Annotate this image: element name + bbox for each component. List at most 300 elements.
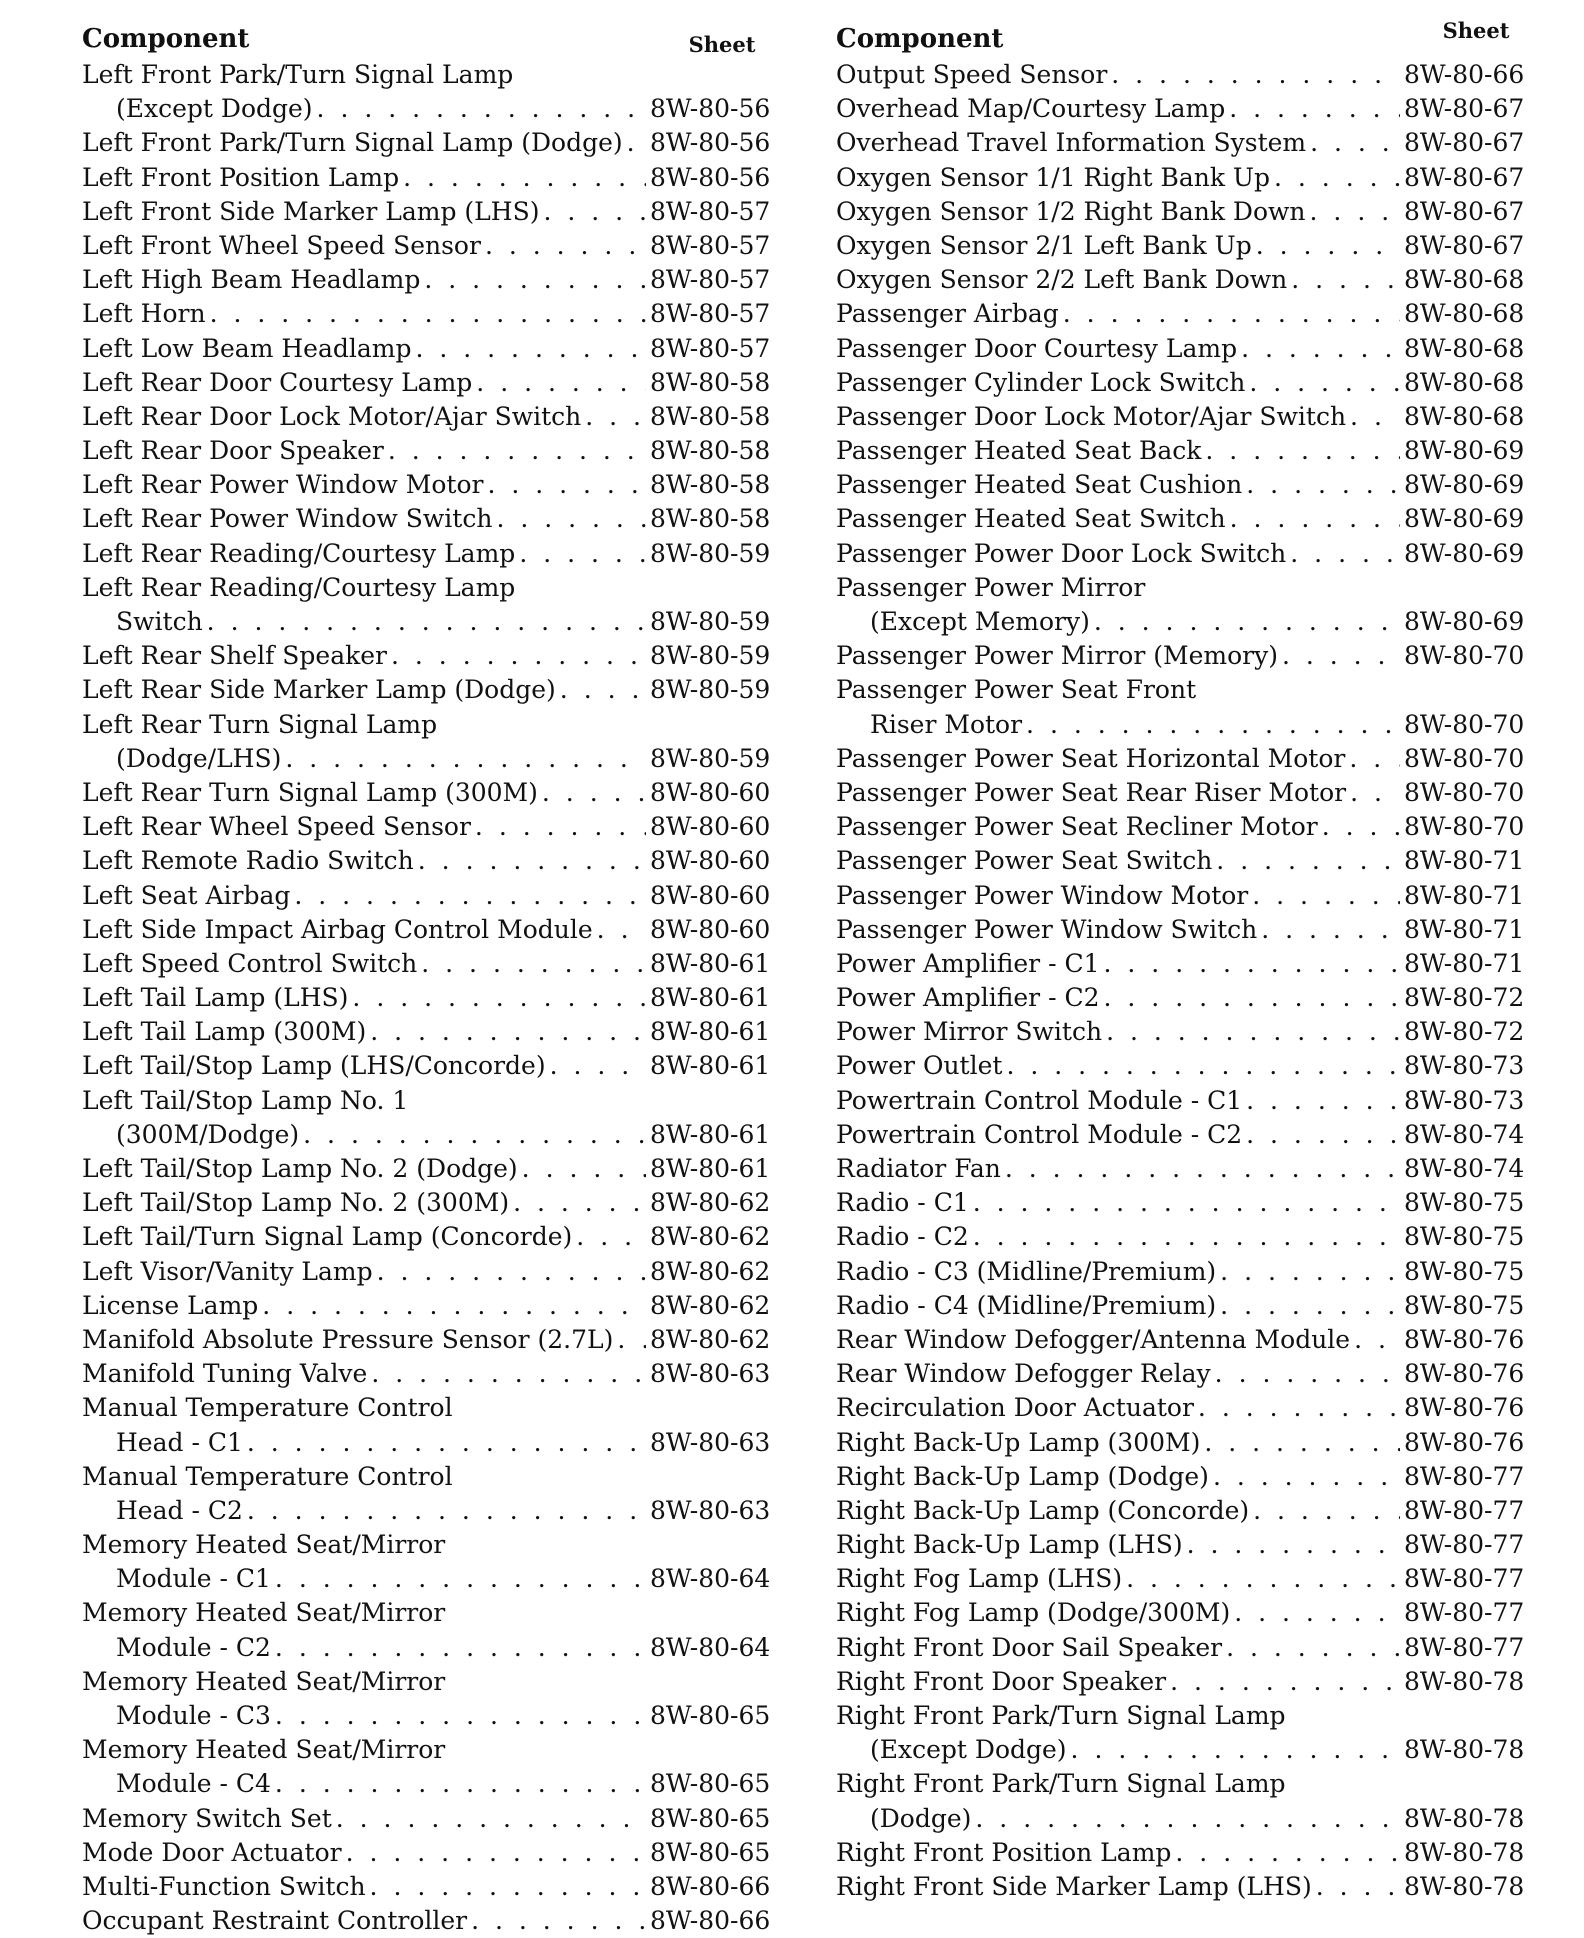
- dot-leader: [275, 1562, 646, 1596]
- index-entry: [836, 879, 1532, 913]
- component-name: (Except Dodge): [870, 1735, 1067, 1765]
- component-name: Overhead Map/Courtesy Lamp: [836, 94, 1226, 124]
- sheet-number: 8W-80-56: [650, 128, 771, 158]
- dot-leader: [1126, 1562, 1400, 1596]
- dot-leader: [1350, 776, 1400, 810]
- dot-leader: [585, 400, 646, 434]
- dot-leader: [1234, 1596, 1400, 1630]
- component-name: Module - C4: [116, 1769, 271, 1799]
- index-entry: [82, 1118, 778, 1152]
- sheet-number: 8W-80-67: [1404, 230, 1525, 260]
- dot-leader: [475, 810, 646, 844]
- component-name: Oxygen Sensor 2/1 Left Bank Up: [836, 230, 1252, 260]
- component-name: Passenger Door Courtesy Lamp: [836, 333, 1238, 363]
- index-entry: [836, 1767, 1532, 1801]
- dot-leader: [352, 981, 646, 1015]
- sheet-number: 8W-80-61: [650, 1154, 771, 1183]
- dot-leader: [975, 1802, 1400, 1836]
- component-name: Passenger Power Window Switch: [836, 914, 1258, 944]
- index-entry: [82, 366, 778, 400]
- sheet-number: 8W-80-74: [1404, 1154, 1525, 1183]
- index-entry: [82, 434, 778, 468]
- sheet-number: 8W-80-77: [1404, 1564, 1525, 1594]
- sheet-number: 8W-80-71: [1404, 846, 1525, 876]
- dot-leader: [415, 332, 646, 366]
- component-name: Right Fog Lamp (Dodge/300M): [836, 1598, 1231, 1628]
- component-heading: Component: [82, 24, 250, 54]
- component-name: Left Rear Shelf Speaker: [82, 641, 388, 671]
- dot-leader: [1316, 1870, 1400, 1904]
- dot-leader: [275, 1767, 646, 1801]
- index-entry: [82, 844, 778, 878]
- dot-leader: [1354, 1323, 1400, 1357]
- sheet-number: 8W-80-69: [1404, 538, 1525, 568]
- index-entry: [82, 1665, 778, 1699]
- dot-leader: [1205, 434, 1400, 468]
- component-name: Right Back-Up Lamp (300M): [836, 1427, 1201, 1457]
- sheet-number: 8W-80-63: [650, 1359, 771, 1389]
- component-name: Power Amplifier - C1: [836, 948, 1100, 978]
- index-entry: [836, 263, 1532, 297]
- sheet-number: 8W-80-76: [1404, 1359, 1525, 1389]
- index-entry: [836, 1118, 1532, 1152]
- component-name: Power Amplifier - C2: [836, 983, 1100, 1013]
- index-entry: [836, 639, 1532, 673]
- component-name: Rear Window Defogger Relay: [836, 1359, 1211, 1389]
- sheet-number: 8W-80-63: [650, 1495, 771, 1525]
- index-entry: [836, 605, 1532, 639]
- index-entry: [82, 161, 778, 195]
- index-entry: [836, 1836, 1532, 1870]
- dot-leader: [388, 434, 646, 468]
- dot-leader: [1230, 502, 1400, 536]
- sheet-number: 8W-80-66: [650, 1906, 771, 1936]
- dot-leader: [487, 468, 646, 502]
- component-name: Left Rear Door Lock Motor/Ajar Switch: [82, 401, 582, 431]
- component-name: Oxygen Sensor 1/2 Right Bank Down: [836, 196, 1306, 226]
- component-name: (Dodge/LHS): [116, 743, 282, 773]
- component-name: Right Front Door Speaker: [836, 1666, 1167, 1696]
- dot-leader: [1349, 742, 1400, 776]
- index-entry: [836, 1802, 1532, 1836]
- index-entry: [82, 605, 778, 639]
- sheet-number: 8W-80-61: [650, 1017, 771, 1047]
- component-name: Passenger Heated Seat Switch: [836, 504, 1226, 534]
- sheet-number: 8W-80-62: [650, 1188, 771, 1218]
- component-name: Head - C2: [116, 1495, 243, 1525]
- index-entry: [82, 1904, 778, 1938]
- component-name: (Except Dodge): [116, 94, 313, 124]
- component-name: Left Tail/Stop Lamp No. 2 (Dodge): [82, 1154, 518, 1183]
- index-entry: [836, 537, 1532, 571]
- component-name: Passenger Door Lock Motor/Ajar Switch: [836, 401, 1347, 431]
- sheet-number: 8W-80-64: [650, 1564, 771, 1594]
- index-entry: [82, 1255, 778, 1289]
- dot-leader: [1246, 468, 1400, 502]
- component-name: Radio - C3 (Midline/Premium): [836, 1256, 1217, 1286]
- dot-leader: [1252, 879, 1400, 913]
- sheet-number: 8W-80-69: [1404, 436, 1525, 466]
- dot-leader: [1261, 913, 1400, 947]
- dot-leader: [247, 1426, 646, 1460]
- index-entry: [82, 1391, 778, 1425]
- dot-leader: [370, 1015, 646, 1049]
- dot-leader: [247, 1494, 646, 1528]
- sheet-number: 8W-80-59: [650, 641, 771, 671]
- component-name: Left High Beam Headlamp: [82, 265, 421, 295]
- index-entry: [82, 537, 778, 571]
- component-name: Recirculation Door Actuator: [836, 1393, 1194, 1423]
- index-entry: [82, 58, 778, 92]
- sheet-number: 8W-80-62: [650, 1222, 771, 1252]
- component-name: Left Tail/Turn Signal Lamp (Concorde): [82, 1222, 573, 1252]
- index-entry: [82, 1596, 778, 1630]
- dot-leader: [403, 161, 646, 195]
- index-entry: [836, 708, 1532, 742]
- dot-leader: [1213, 1460, 1400, 1494]
- component-name: Oxygen Sensor 2/2 Left Bank Down: [836, 265, 1288, 295]
- component-name: Radio - C4 (Midline/Premium): [836, 1290, 1217, 1320]
- index-entry: [836, 1391, 1532, 1425]
- sheet-number: 8W-80-58: [650, 470, 771, 500]
- index-entry: [836, 1289, 1532, 1323]
- right-entry-list: [836, 58, 1532, 1904]
- dot-leader: [1215, 1357, 1400, 1391]
- component-name: Right Front Side Marker Lamp (LHS): [836, 1871, 1312, 1901]
- dot-leader: [1282, 639, 1400, 673]
- component-name: Power Mirror Switch: [836, 1017, 1103, 1047]
- index-entry: [82, 1015, 778, 1049]
- dot-leader: [576, 1220, 646, 1254]
- component-name: Manual Temperature Control: [82, 1461, 453, 1491]
- sheet-number: 8W-80-67: [1404, 128, 1525, 158]
- component-name: Memory Heated Seat/Mirror: [82, 1666, 446, 1696]
- component-name: Right Back-Up Lamp (Concorde): [836, 1495, 1250, 1525]
- index-entry: [836, 468, 1532, 502]
- dot-leader: [1071, 1733, 1400, 1767]
- index-entry: [82, 92, 778, 126]
- index-entry: [836, 1084, 1532, 1118]
- sheet-number: 8W-80-66: [650, 1871, 771, 1901]
- component-name: License Lamp: [82, 1290, 259, 1320]
- component-name: Left Rear Power Window Motor: [82, 470, 484, 500]
- component-name: Passenger Power Mirror (Memory): [836, 641, 1278, 671]
- dot-leader: [317, 92, 646, 126]
- sheet-number: 8W-80-61: [650, 1051, 771, 1081]
- index-entry: [82, 1802, 778, 1836]
- component-name: Output Speed Sensor: [836, 60, 1108, 89]
- component-name: Right Front Park/Turn Signal Lamp: [836, 1701, 1286, 1730]
- sheet-number: 8W-80-72: [1404, 1017, 1525, 1047]
- dot-leader: [1229, 92, 1400, 126]
- component-name: Manual Temperature Control: [82, 1393, 453, 1423]
- component-name: Passenger Power Seat Front: [836, 675, 1197, 705]
- index-entry: [82, 1186, 778, 1220]
- index-entry: [836, 297, 1532, 331]
- index-entry: [836, 1665, 1532, 1699]
- sheet-heading: Sheet: [1442, 18, 1510, 43]
- index-entry: [82, 263, 778, 297]
- dot-leader: [275, 1699, 646, 1733]
- dot-leader: [1246, 1084, 1400, 1118]
- sheet-number: 8W-80-60: [650, 880, 771, 910]
- component-name: Radio - C1: [836, 1188, 969, 1218]
- dot-leader: [285, 742, 646, 776]
- dot-leader: [560, 673, 646, 707]
- index-entry: [836, 1528, 1532, 1562]
- dot-leader: [471, 1904, 646, 1938]
- component-name: Passenger Heated Seat Cushion: [836, 470, 1243, 500]
- sheet-number: 8W-80-73: [1404, 1051, 1525, 1081]
- dot-leader: [275, 1631, 646, 1665]
- index-entry: [836, 58, 1532, 92]
- component-heading: Component: [836, 24, 1004, 54]
- sheet-number: 8W-80-73: [1404, 1085, 1525, 1115]
- sheet-number: 8W-80-60: [650, 812, 771, 842]
- index-entry: [836, 981, 1532, 1015]
- component-name: Switch: [116, 607, 203, 636]
- sheet-number: 8W-80-71: [1404, 880, 1525, 910]
- index-entry: [836, 1596, 1532, 1630]
- index-entry: [836, 1562, 1532, 1596]
- component-name: Passenger Power Seat Recliner Motor: [836, 812, 1318, 842]
- component-name: Multi-Function Switch: [82, 1871, 366, 1901]
- dot-leader: [1220, 1289, 1400, 1323]
- index-entry: [836, 1870, 1532, 1904]
- component-name: Left Front Park/Turn Signal Lamp: [82, 60, 514, 89]
- component-name: Left Remote Radio Switch: [82, 846, 414, 876]
- component-name: Overhead Travel Information System: [836, 128, 1307, 158]
- dot-leader: [627, 126, 646, 160]
- index-entry: [836, 1631, 1532, 1665]
- index-entry: [82, 1494, 778, 1528]
- sheet-number: 8W-80-64: [650, 1632, 771, 1662]
- dot-leader: [336, 1802, 646, 1836]
- dot-leader: [513, 1186, 646, 1220]
- index-entry: [82, 468, 778, 502]
- sheet-number: 8W-80-57: [650, 265, 771, 295]
- sheet-number: 8W-80-76: [1404, 1393, 1525, 1423]
- index-entry: [82, 195, 778, 229]
- component-name: Memory Heated Seat/Mirror: [82, 1598, 446, 1628]
- index-entry: [836, 1015, 1532, 1049]
- component-name: Module - C3: [116, 1701, 271, 1730]
- component-name: Left Rear Reading/Courtesy Lamp: [82, 572, 516, 602]
- index-entry: [82, 229, 778, 263]
- index-entry: [82, 1631, 778, 1665]
- index-entry: [836, 913, 1532, 947]
- sheet-number: 8W-80-63: [650, 1427, 771, 1457]
- sheet-number: 8W-80-65: [650, 1803, 771, 1833]
- index-entry: [82, 776, 778, 810]
- sheet-number: 8W-80-62: [650, 1256, 771, 1286]
- index-entry: [836, 126, 1532, 160]
- index-entry: [82, 1426, 778, 1460]
- index-entry: [836, 742, 1532, 776]
- index-entry: [82, 810, 778, 844]
- index-entry: [836, 673, 1532, 707]
- index-entry: [836, 434, 1532, 468]
- dot-leader: [1111, 58, 1400, 92]
- component-name: Passenger Cylinder Lock Switch: [836, 367, 1246, 397]
- dot-leader: [597, 913, 646, 947]
- sheet-number: 8W-80-70: [1404, 812, 1525, 842]
- component-name: Left Rear Door Courtesy Lamp: [82, 367, 473, 397]
- component-name: Occupant Restraint Controller: [82, 1906, 468, 1936]
- index-entry: [82, 400, 778, 434]
- sheet-number: 8W-80-59: [650, 538, 771, 568]
- index-entry: [836, 776, 1532, 810]
- index-entry: [82, 1323, 778, 1357]
- component-name: Oxygen Sensor 1/1 Right Bank Up: [836, 162, 1271, 192]
- component-name: Left Low Beam Headlamp: [82, 333, 412, 363]
- sheet-number: 8W-80-62: [650, 1290, 771, 1320]
- dot-leader: [542, 776, 646, 810]
- sheet-number: 8W-80-78: [1404, 1803, 1525, 1833]
- sheet-number: 8W-80-70: [1404, 777, 1525, 807]
- dot-leader: [294, 879, 646, 913]
- left-entry-list: [82, 58, 778, 1938]
- index-entry: [836, 844, 1532, 878]
- dot-leader: [1170, 1665, 1400, 1699]
- sheet-number: 8W-80-75: [1404, 1256, 1525, 1286]
- component-name: Right Back-Up Lamp (Dodge): [836, 1461, 1209, 1491]
- dot-leader: [370, 1870, 646, 1904]
- component-name: Head - C1: [116, 1427, 243, 1457]
- component-name: Left Rear Turn Signal Lamp: [82, 709, 438, 739]
- dot-leader: [1290, 537, 1400, 571]
- dot-leader: [1274, 161, 1400, 195]
- index-entry: [82, 1084, 778, 1118]
- sheet-number: 8W-80-68: [1404, 367, 1525, 397]
- sheet-number: 8W-80-77: [1404, 1461, 1525, 1491]
- dot-leader: [210, 297, 646, 331]
- component-name: Left Visor/Vanity Lamp: [82, 1256, 373, 1286]
- component-name: Left Front Park/Turn Signal Lamp (Dodge): [82, 128, 623, 158]
- index-entry: [836, 1323, 1532, 1357]
- sheet-number: 8W-80-59: [650, 607, 771, 636]
- dot-leader: [262, 1289, 646, 1323]
- component-name: Left Speed Control Switch: [82, 948, 418, 978]
- index-entry: [836, 195, 1532, 229]
- dot-leader: [377, 1255, 646, 1289]
- dot-leader: [1246, 1118, 1400, 1152]
- sheet-number: 8W-80-57: [650, 196, 771, 226]
- sheet-number: 8W-80-67: [1404, 196, 1525, 226]
- right-column-header: [836, 18, 1532, 58]
- index-entry: [82, 947, 778, 981]
- component-name: Left Horn: [82, 299, 206, 329]
- sheet-number: 8W-80-78: [1404, 1871, 1525, 1901]
- dot-leader: [1291, 263, 1400, 297]
- sheet-number: 8W-80-65: [650, 1769, 771, 1799]
- component-name: Left Tail/Stop Lamp No. 2 (300M): [82, 1188, 510, 1218]
- index-entry: [82, 1699, 778, 1733]
- component-name: Radiator Fan: [836, 1154, 1001, 1183]
- component-name: Left Tail/Stop Lamp (LHS/Concorde): [82, 1051, 546, 1081]
- dot-leader: [1198, 1391, 1400, 1425]
- index-entry: [836, 229, 1532, 263]
- index-entry: [82, 981, 778, 1015]
- index-entry: [82, 1870, 778, 1904]
- sheet-number: 8W-80-61: [650, 1119, 771, 1149]
- sheet-number: 8W-80-70: [1404, 709, 1525, 739]
- component-name: Left Tail Lamp (300M): [82, 1017, 367, 1047]
- sheet-number: 8W-80-78: [1404, 1666, 1525, 1696]
- index-entry: [82, 1049, 778, 1083]
- sheet-number: 8W-80-77: [1404, 1495, 1525, 1525]
- dot-leader: [476, 366, 646, 400]
- component-name: (Except Memory): [870, 607, 1090, 636]
- component-name: Right Front Position Lamp: [836, 1837, 1172, 1867]
- dot-leader: [1310, 195, 1400, 229]
- sheet-number: 8W-80-58: [650, 436, 771, 466]
- sheet-number: 8W-80-57: [650, 230, 771, 260]
- sheet-number: 8W-80-57: [650, 299, 771, 329]
- sheet-number: 8W-80-60: [650, 914, 771, 944]
- index-entry: [82, 332, 778, 366]
- index-entry: [82, 879, 778, 913]
- index-entry: [82, 742, 778, 776]
- component-name: Passenger Power Window Motor: [836, 880, 1249, 910]
- sheet-number: 8W-80-75: [1404, 1222, 1525, 1252]
- sheet-number: 8W-80-58: [650, 367, 771, 397]
- dot-leader: [1253, 1494, 1400, 1528]
- sheet-number: 8W-80-68: [1404, 265, 1525, 295]
- index-entry: [82, 708, 778, 742]
- sheet-number: 8W-80-60: [650, 777, 771, 807]
- component-name: Passenger Airbag: [836, 299, 1059, 329]
- dot-leader: [1104, 981, 1400, 1015]
- index-entry: [836, 332, 1532, 366]
- dot-leader: [1094, 605, 1400, 639]
- component-name: Left Seat Airbag: [82, 880, 291, 910]
- dot-leader: [550, 1049, 646, 1083]
- component-name: Memory Switch Set: [82, 1803, 332, 1833]
- dot-leader: [1006, 1049, 1400, 1083]
- sheet-number: 8W-80-65: [650, 1837, 771, 1867]
- sheet-number: 8W-80-74: [1404, 1119, 1525, 1149]
- component-name: Left Rear Turn Signal Lamp (300M): [82, 777, 538, 807]
- component-name: Left Rear Door Speaker: [82, 436, 384, 466]
- sheet-number: 8W-80-68: [1404, 401, 1525, 431]
- dot-leader: [424, 263, 646, 297]
- sheet-number: 8W-80-77: [1404, 1530, 1525, 1560]
- sheet-number: 8W-80-59: [650, 743, 771, 773]
- dot-leader: [1187, 1528, 1400, 1562]
- sheet-number: 8W-80-68: [1404, 299, 1525, 329]
- index-entry: [82, 571, 778, 605]
- component-name: Left Tail Lamp (LHS): [82, 983, 349, 1013]
- component-name: Passenger Power Door Lock Switch: [836, 538, 1287, 568]
- index-entry: [836, 1357, 1532, 1391]
- component-name: (300M/Dodge): [116, 1119, 300, 1149]
- component-name: Manifold Tuning Valve: [82, 1359, 368, 1389]
- sheet-number: 8W-80-70: [1404, 641, 1525, 671]
- component-name: Left Tail/Stop Lamp No. 1: [82, 1085, 409, 1115]
- dot-leader: [1005, 1152, 1400, 1186]
- component-name: Module - C1: [116, 1564, 271, 1594]
- sheet-number: 8W-80-57: [650, 333, 771, 363]
- component-name: Riser Motor: [870, 709, 1023, 739]
- sheet-number: 8W-80-67: [1404, 94, 1525, 124]
- index-entry: [836, 1220, 1532, 1254]
- index-entry: [836, 1460, 1532, 1494]
- sheet-number: 8W-80-78: [1404, 1837, 1525, 1867]
- component-name: Memory Heated Seat/Mirror: [82, 1530, 446, 1560]
- index-entry: [82, 297, 778, 331]
- left-column: [82, 18, 778, 1938]
